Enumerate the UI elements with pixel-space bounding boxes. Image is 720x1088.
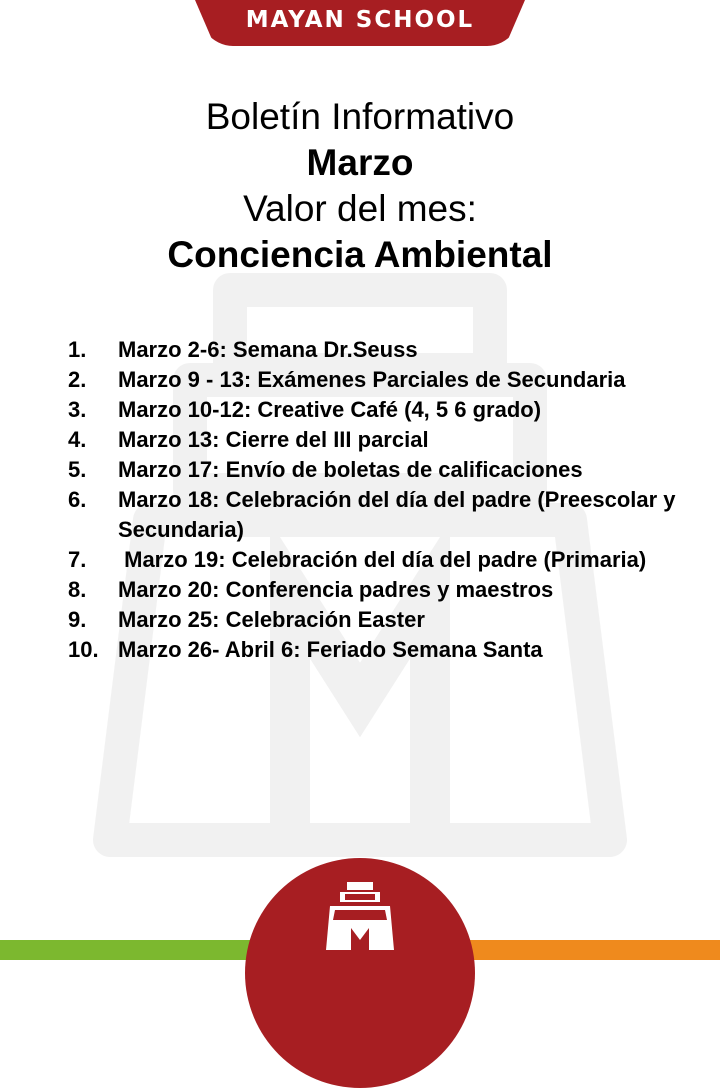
item-number: 3.	[68, 397, 87, 422]
list-item	[68, 335, 698, 365]
value-of-month: Conciencia Ambiental	[167, 234, 553, 275]
item-text: Marzo 26- Abril 6: Feriado Semana Santa	[118, 637, 543, 662]
list-item	[68, 365, 698, 395]
item-text: Marzo 20: Conferencia padres y maestros	[118, 577, 554, 602]
item-text: Marzo 10-12: Creative Café (4, 5 6 grado)	[118, 397, 542, 422]
list-item	[68, 455, 698, 485]
newsletter-title: Boletín Informativo	[205, 96, 515, 137]
item-number: 6.	[68, 487, 87, 512]
list-item	[68, 635, 698, 665]
item-text: Marzo 19: Celebración del día del padre (Primaria)	[118, 547, 647, 572]
item-number: 1.	[68, 337, 87, 362]
brand-name: MAYAN SCHOOL	[245, 7, 475, 33]
list-item	[68, 575, 698, 605]
item-number: 2.	[68, 367, 87, 392]
item-number: 4.	[68, 427, 87, 452]
item-text: Marzo 17: Envío de boletas de calificaciones	[118, 457, 583, 482]
footer-orange-bar	[460, 940, 720, 960]
item-number: 8.	[68, 577, 87, 602]
newsletter-month: Marzo	[306, 142, 414, 183]
item-number: 7.	[68, 547, 87, 572]
mayan-m-logo-icon	[325, 880, 395, 952]
list-item	[68, 395, 698, 425]
footer-green-bar	[0, 940, 260, 960]
item-number: 9.	[68, 607, 87, 632]
list-item	[68, 545, 698, 575]
item-text: Marzo 13: Cierre del III parcial	[118, 427, 429, 452]
list-item	[68, 605, 698, 635]
item-number: 5.	[68, 457, 87, 482]
list-item	[68, 485, 698, 545]
value-of-month-label: Valor del mes:	[243, 188, 477, 229]
events-list	[68, 335, 698, 665]
list-item	[68, 425, 698, 455]
item-text: Marzo 9 - 13: Exámenes Parciales de Secundaria	[118, 367, 626, 392]
newsletter-header	[0, 94, 720, 278]
item-text: Marzo 2-6: Semana Dr.Seuss	[118, 337, 418, 362]
item-text: Marzo 18: Celebración del día del padre (Preescolar y Secundaria)	[118, 487, 676, 542]
item-number: 10.	[68, 637, 99, 662]
item-text: Marzo 25: Celebración Easter	[118, 607, 425, 632]
